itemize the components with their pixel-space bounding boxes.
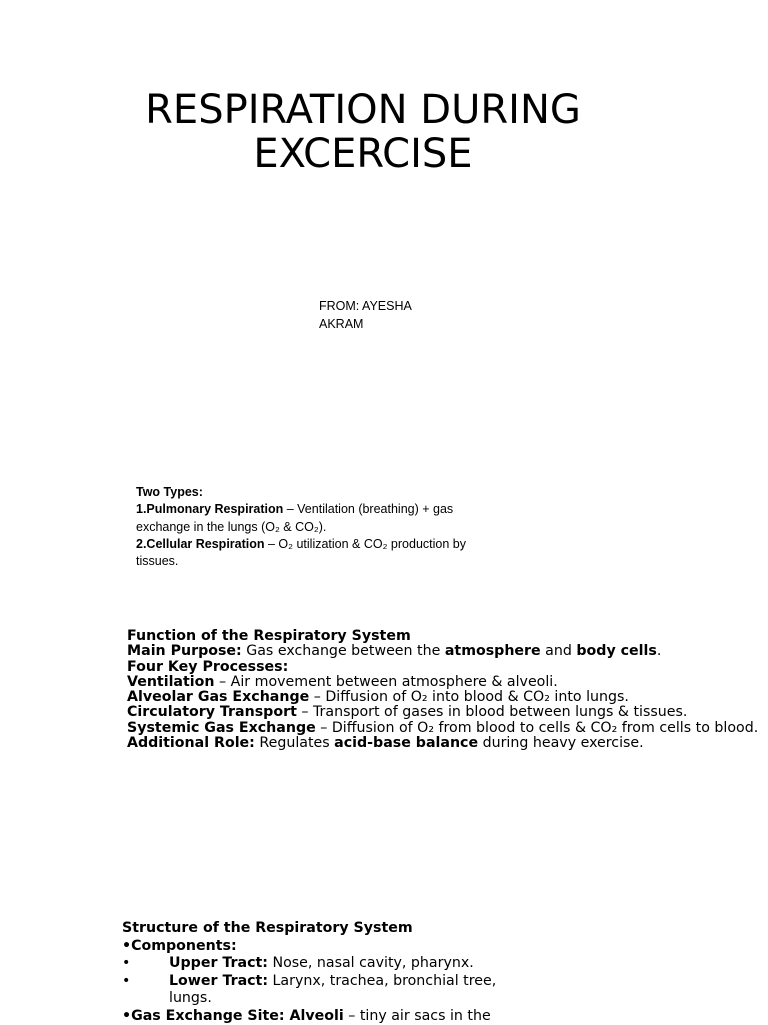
function-heading-text: Function of the Respiratory System [127, 628, 411, 644]
process-text: – Transport of gases in blood between lungs & tissues. [297, 704, 688, 720]
process-text: – Air movement between atmosphere & alveoli. [215, 674, 558, 690]
author-line-1: FROM: AYESHA [319, 299, 412, 313]
purpose-text-3: . [657, 643, 662, 659]
role-label: Additional Role: [127, 735, 255, 751]
pulmonary-label: 1.Pulmonary Respiration [136, 502, 283, 516]
structure-heading-text: Structure of the Respiratory System [122, 920, 413, 936]
additional-role-line [127, 736, 768, 751]
main-purpose-line [127, 644, 768, 659]
author-line-2: AKRAM [319, 317, 363, 331]
purpose-bold-1: atmosphere [445, 643, 541, 659]
upper-tract-text-wrap [150, 955, 542, 973]
upper-tract-label: Upper Tract: [169, 955, 268, 971]
gas-exchange-text: – tiny air sacs in the [344, 1008, 491, 1024]
structure-section [122, 920, 542, 1025]
cellular-text: – O₂ utilization & CO₂ production by tissues. [136, 537, 466, 568]
title-line-2: EXCERCISE [253, 131, 472, 177]
types-item-pulmonary [136, 501, 496, 536]
purpose-bold-2: body cells [576, 643, 656, 659]
upper-tract-text: Nose, nasal cavity, pharynx. [268, 955, 474, 971]
components-heading [122, 938, 542, 956]
function-heading [127, 629, 768, 644]
structure-heading [122, 920, 542, 938]
process-line [127, 675, 768, 690]
types-heading [136, 484, 496, 501]
types-section [136, 484, 496, 570]
process-label: Systemic Gas Exchange [127, 720, 316, 736]
lower-tract-text-wrap [150, 973, 542, 1008]
lower-tract-item [122, 973, 542, 1008]
gas-exchange-site-line [122, 1008, 542, 1025]
pulmonary-text: – Ventilation (breathing) + gas exchange in the lungs (O₂ & CO₂). [136, 502, 453, 533]
processes-heading-text: Four Key Processes: [127, 659, 288, 675]
cellular-label: 2.Cellular Respiration [136, 537, 265, 551]
processes-heading [127, 660, 768, 675]
lower-tract-text: Larynx, trachea, bronchial tree, lungs. [169, 973, 496, 1007]
gas-exchange-label: •Gas Exchange Site: Alveoli [122, 1008, 344, 1024]
purpose-text-1: Gas exchange between the [242, 643, 445, 659]
title-line-1: RESPIRATION DURING [145, 87, 581, 133]
bullet-icon: • [122, 973, 130, 991]
lower-tract-label: Lower Tract: [169, 973, 268, 989]
role-text-1: Regulates [255, 735, 334, 751]
role-text-2: during heavy exercise. [478, 735, 644, 751]
process-line [127, 721, 768, 736]
slide-title [110, 88, 616, 176]
bullet-icon: • [122, 955, 130, 973]
process-line [127, 690, 768, 705]
components-label: •Components: [122, 938, 237, 954]
purpose-text-2: and [541, 643, 577, 659]
purpose-label: Main Purpose: [127, 643, 242, 659]
process-text: – Diffusion of O₂ from blood to cells & CO₂ from cells to blood. [316, 720, 759, 736]
process-label: Alveolar Gas Exchange [127, 689, 309, 705]
types-heading-text: Two Types: [136, 485, 203, 499]
upper-tract-item [122, 955, 542, 973]
process-label: Ventilation [127, 674, 215, 690]
process-line [127, 705, 768, 720]
process-label: Circulatory Transport [127, 704, 297, 720]
function-section [127, 629, 768, 751]
process-text: – Diffusion of O₂ into blood & CO₂ into lungs. [309, 689, 629, 705]
author-block [319, 297, 439, 333]
types-item-cellular [136, 536, 496, 571]
role-bold: acid-base balance [334, 735, 478, 751]
